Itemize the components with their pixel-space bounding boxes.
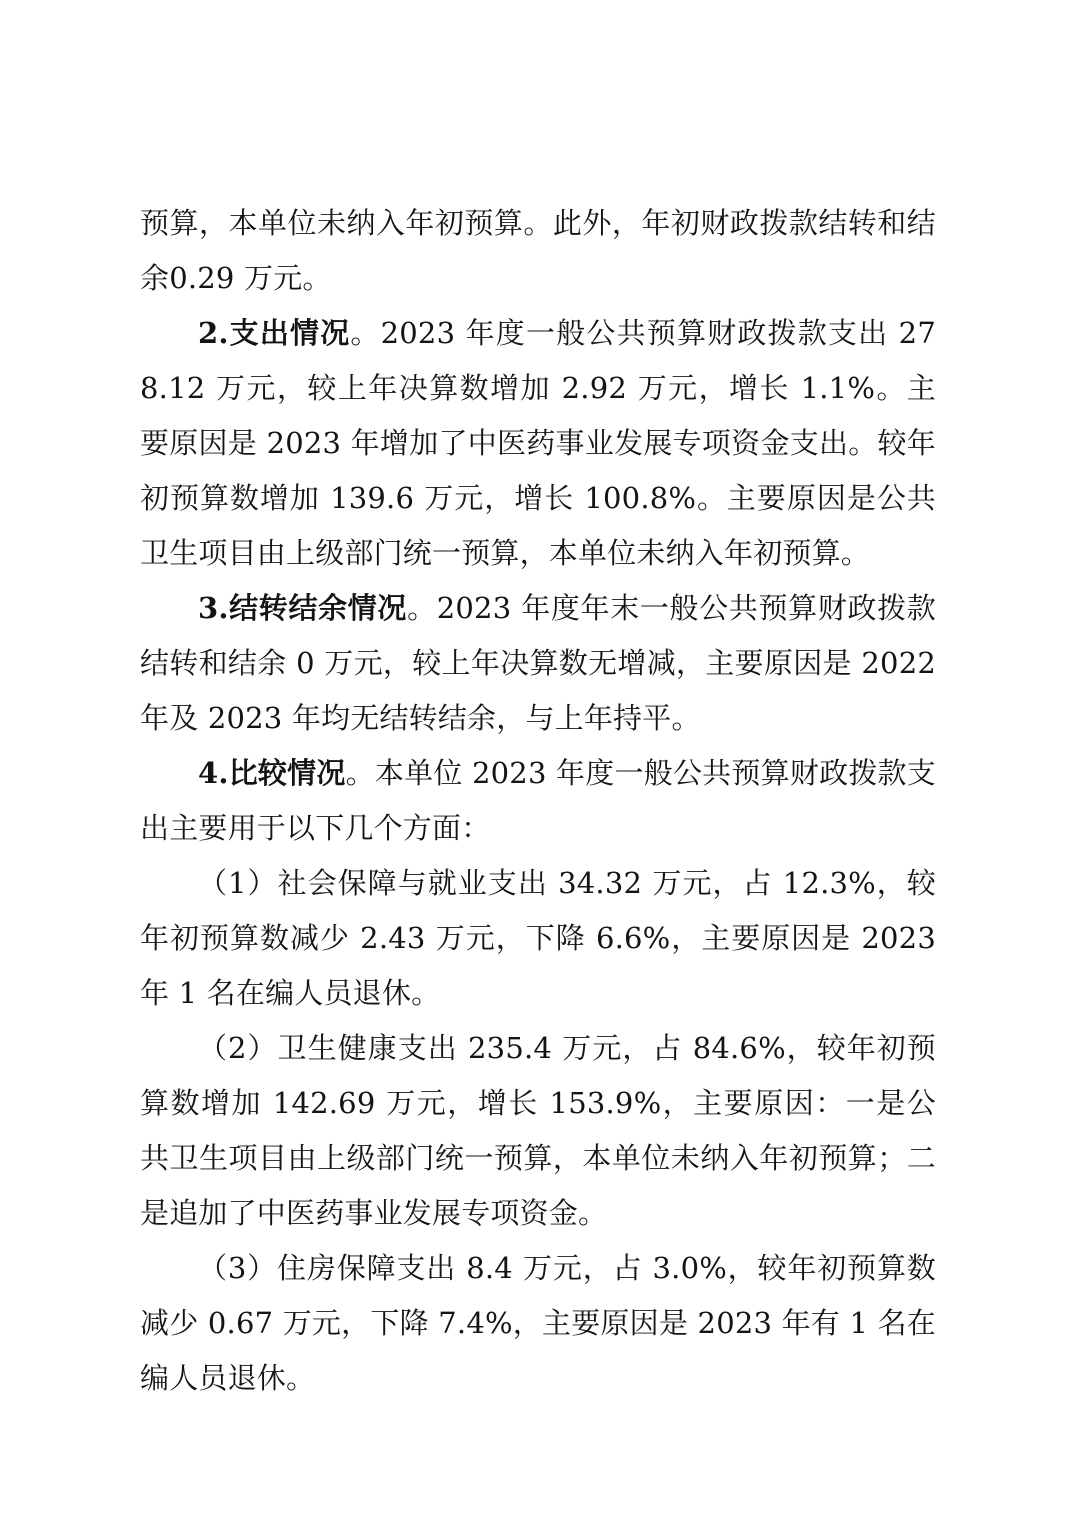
section-heading-carryover: 3.结转结余情况 <box>198 591 408 625</box>
paragraph-budget-carryover <box>140 196 936 306</box>
paragraph-carryover-balance <box>140 581 936 746</box>
paragraph-text: 预算，本单位未纳入年初预算。此外，年初财政拨款结转和结余0.29 万元。 <box>140 206 936 295</box>
paragraph-item-social-security <box>140 856 936 1021</box>
paragraph-text: （3）住房保障支出 8.4 万元，占 3.0%，较年初预算数减少 0.67 万元，下降 7.4%，主要原因是 2023 年有 1 名在编人员退休。 <box>140 1251 936 1395</box>
paragraph-comparison <box>140 746 936 856</box>
paragraph-text: （1）社会保障与就业支出 34.32 万元，占 12.3%，较年初预算数减少 2.43 万元，下降 6.6%，主要原因是 2023 年 1 名在编人员退休。 <box>140 866 936 1010</box>
section-heading-comparison: 4.比较情况 <box>198 756 346 790</box>
paragraph-text: （2）卫生健康支出 235.4 万元，占 84.6%，较年初预算数增加 142.69 万元，增长 153.9%，主要原因：一是公共卫生项目由上级部门统一预算，本单位未纳入年初预算；二是追加了中医药事业发展专项资金。 <box>140 1031 936 1230</box>
paragraph-expenditure <box>140 306 936 581</box>
paragraph-item-housing <box>140 1241 936 1406</box>
section-heading-expenditure: 2.支出情况 <box>198 316 351 350</box>
paragraph-item-health <box>140 1021 936 1241</box>
paragraph-text: 。2023 年度一般公共预算财政拨款支出 278.12 万元，较上年决算数增加 2.92 万元，增长 1.1%。主要原因是 2023 年增加了中医药事业发展专项资金支出。较年初预算数增加 139.6 万元，增长 100.8%。主要原因是公共卫生项目由上级部门统一预算，本单位未纳入年初预算。 <box>140 316 936 570</box>
paragraph-text: 。本单位 2023 年度一般公共预算财政拨款支出主要用于以下几个方面： <box>140 756 936 845</box>
paragraph-text: 。2023 年度年末一般公共预算财政拨款结转和结余 0 万元，较上年决算数无增减，主要原因是 2022 年及 2023 年均无结转结余，与上年持平。 <box>140 591 936 735</box>
document-body <box>140 196 936 1406</box>
